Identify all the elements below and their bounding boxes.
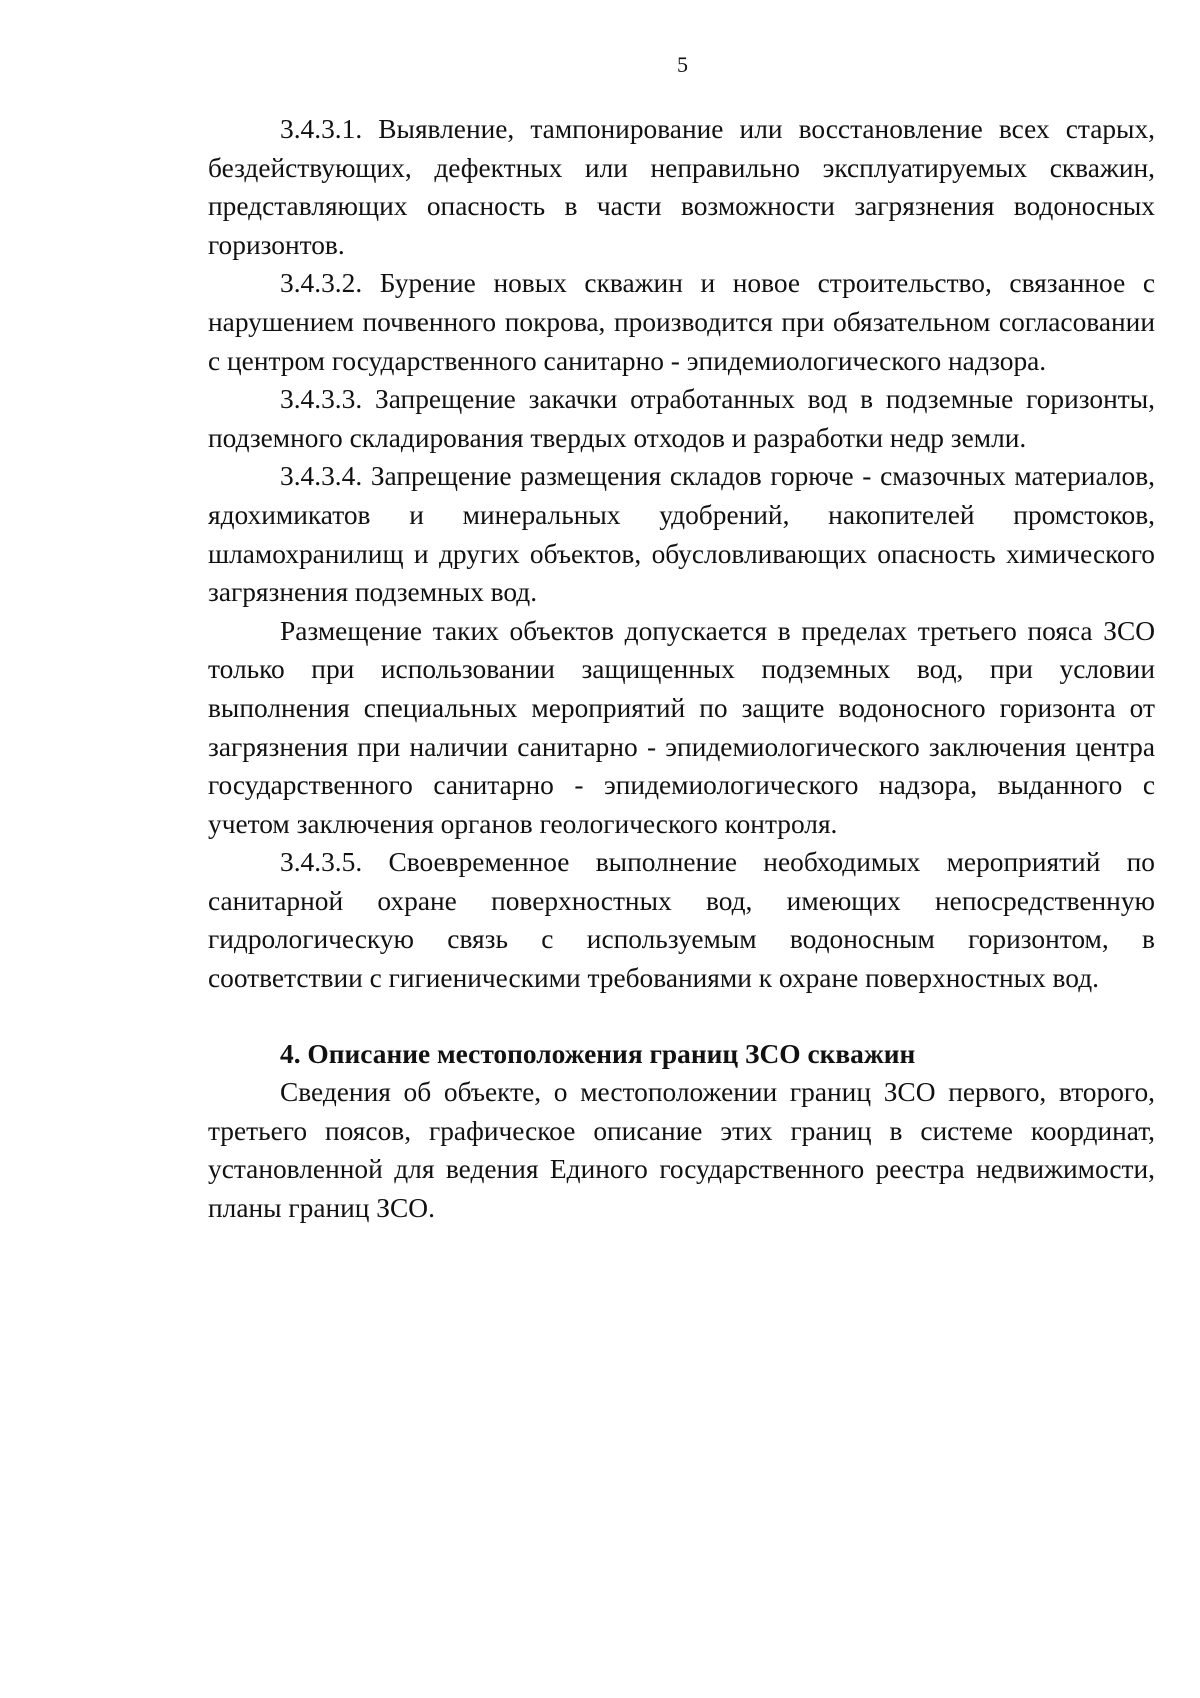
paragraph-3-4-3-3: 3.4.3.3. Запрещение закачки отработанных вод в подземные горизонты, подземного складирования твердых отходов и разработки недр земли. (208, 384, 1155, 453)
paragraph-placement-conditions: Размещение таких объектов допускается в пределах третьего пояса ЗСО только при использовании защищенных подземных вод, при условии выполнения специальных мероприятий по защите водоносного горизонта от загрязнения при наличии санитарно - эпидемиологического заключения центра государственного санитарно - эпидемиологического надзора, выданного с учетом заключения органов геологического контроля. (208, 615, 1155, 839)
document-body (208, 110, 1155, 1228)
paragraph-3-4-3-2: 3.4.3.2. Бурение новых скважин и новое строительство, связанное с нарушением почвенного покрова, производится при обязательном согласовании с центром государственного санитарно - эпидемиологического надзора. (208, 268, 1155, 376)
page-number: 5 (677, 52, 688, 77)
section-paragraph: Сведения об объекте, о местоположении границ ЗСО первого, второго, третьего поясов, графическое описание этих границ в системе координат, установленной для ведения Единого государственного реестра недвижимости, планы границ ЗСО. (208, 1077, 1155, 1224)
section-heading: 4. Описание местоположения границ ЗСО скважин (280, 1038, 916, 1069)
paragraph-3-4-3-1: 3.4.3.1. Выявление, тампонирование или восстановление всех старых, бездействующих, дефектных или неправильно эксплуатируемых скважин, представляющих опасность в части возможности загрязнения водоносных горизонтов. (208, 114, 1155, 260)
paragraph-3-4-3-4: 3.4.3.4. Запрещение размещения складов горюче - смазочных материалов, ядохимикатов и минеральных удобрений, накопителей промстоков, шламохранилищ и других объектов, обусловливающих опасность химического загрязнения подземных вод. (208, 461, 1155, 608)
paragraph-3-4-3-5: 3.4.3.5. Своевременное выполнение необходимых мероприятий по санитарной охране поверхностных вод, имеющих непосредственную гидрологическую связь с используемым водоносным горизонтом, в соответствии с гигиеническими требованиями к охране поверхностных вод. (208, 847, 1155, 994)
